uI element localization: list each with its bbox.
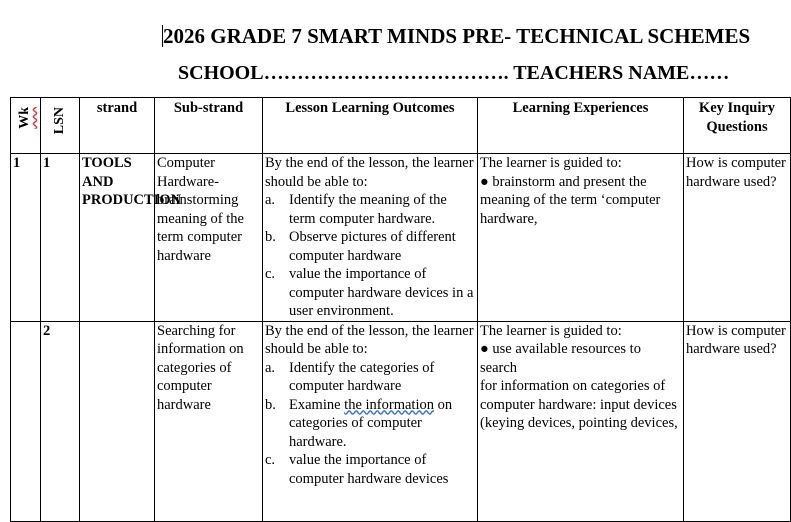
cell-key-inquiry: How is computer hardware used?: [684, 154, 791, 322]
col-header-outcomes: Lesson Learning Outcomes: [263, 98, 478, 154]
scheme-table: [10, 97, 791, 522]
col-header-lsn-label: LSN: [51, 107, 67, 135]
cell-lsn: 1: [41, 154, 80, 322]
experiences-line: computer hardware: input devices: [480, 396, 677, 413]
cell-outcomes: [263, 321, 478, 521]
list-item: a. Identify the meaning of the term computer hardware.: [265, 192, 447, 227]
list-item: c. value the importance of computer hardware devices: [265, 452, 449, 487]
experiences-intro: The learner is guided to:: [480, 155, 622, 171]
table-row: [11, 321, 791, 521]
cell-strand: TOOLS AND PRODUCTION: [80, 154, 155, 322]
list-item: c. value the importance of computer hardware devices in a user environment.: [265, 266, 474, 319]
cell-experiences: [478, 321, 684, 521]
col-header-lsn: [41, 98, 80, 154]
col-header-strand: strand: [80, 98, 155, 154]
col-header-wk: [11, 98, 41, 154]
cell-sub-strand: Computer Hardware- brainstorming meaning of the term computer hardware: [155, 154, 263, 322]
outcomes-intro: By the end of the lesson, the learner should be able to:: [265, 322, 474, 357]
cell-experiences: [478, 154, 684, 322]
outcomes-list: [265, 191, 475, 321]
list-item: a. Identify the categories of computer hardware: [265, 359, 435, 394]
school-teacher-line: SCHOOL………………………………. TEACHERS NAME……: [178, 62, 730, 84]
col-header-key-inquiry: Key Inquiry Questions: [684, 98, 791, 154]
document-title: 2026 GRADE 7 SMART MINDS PRE- TECHNICAL SCHEMES: [163, 24, 751, 48]
col-header-sub-strand: Sub-strand: [155, 98, 263, 154]
experiences-text: ● brainstorm and present the meaning of the term ‘computer hardware,: [480, 173, 661, 227]
experiences-line: ● use available resources to search: [480, 341, 641, 376]
experiences-line: for information on categories of: [480, 378, 666, 394]
cell-outcomes: [263, 154, 478, 322]
cell-strand: [80, 321, 155, 521]
list-item: b. Observe pictures of different computer hardware: [265, 229, 456, 264]
col-header-wk-label: Wk: [17, 107, 33, 129]
cell-key-inquiry: How is computer hardware used?: [684, 321, 791, 521]
outcomes-list: [265, 359, 475, 489]
outcomes-intro: By the end of the lesson, the learner should be able to:: [265, 155, 474, 190]
list-item: b. Examine the information on categories of computer hardware.: [265, 396, 453, 450]
col-header-experiences: Learning Experiences: [478, 98, 684, 154]
cell-wk: [11, 321, 41, 521]
experiences-intro: The learner is guided to:: [480, 322, 622, 339]
table-header-row: [11, 98, 791, 154]
experiences-line: (keying devices, pointing devices,: [480, 415, 678, 431]
cell-sub-strand: Searching for information on categories of computer hardware: [155, 321, 263, 521]
cell-lsn: 2: [41, 321, 80, 521]
table-row: [11, 154, 791, 322]
spellcheck-squiggle: the information: [344, 396, 434, 413]
cell-wk: 1: [11, 154, 41, 322]
